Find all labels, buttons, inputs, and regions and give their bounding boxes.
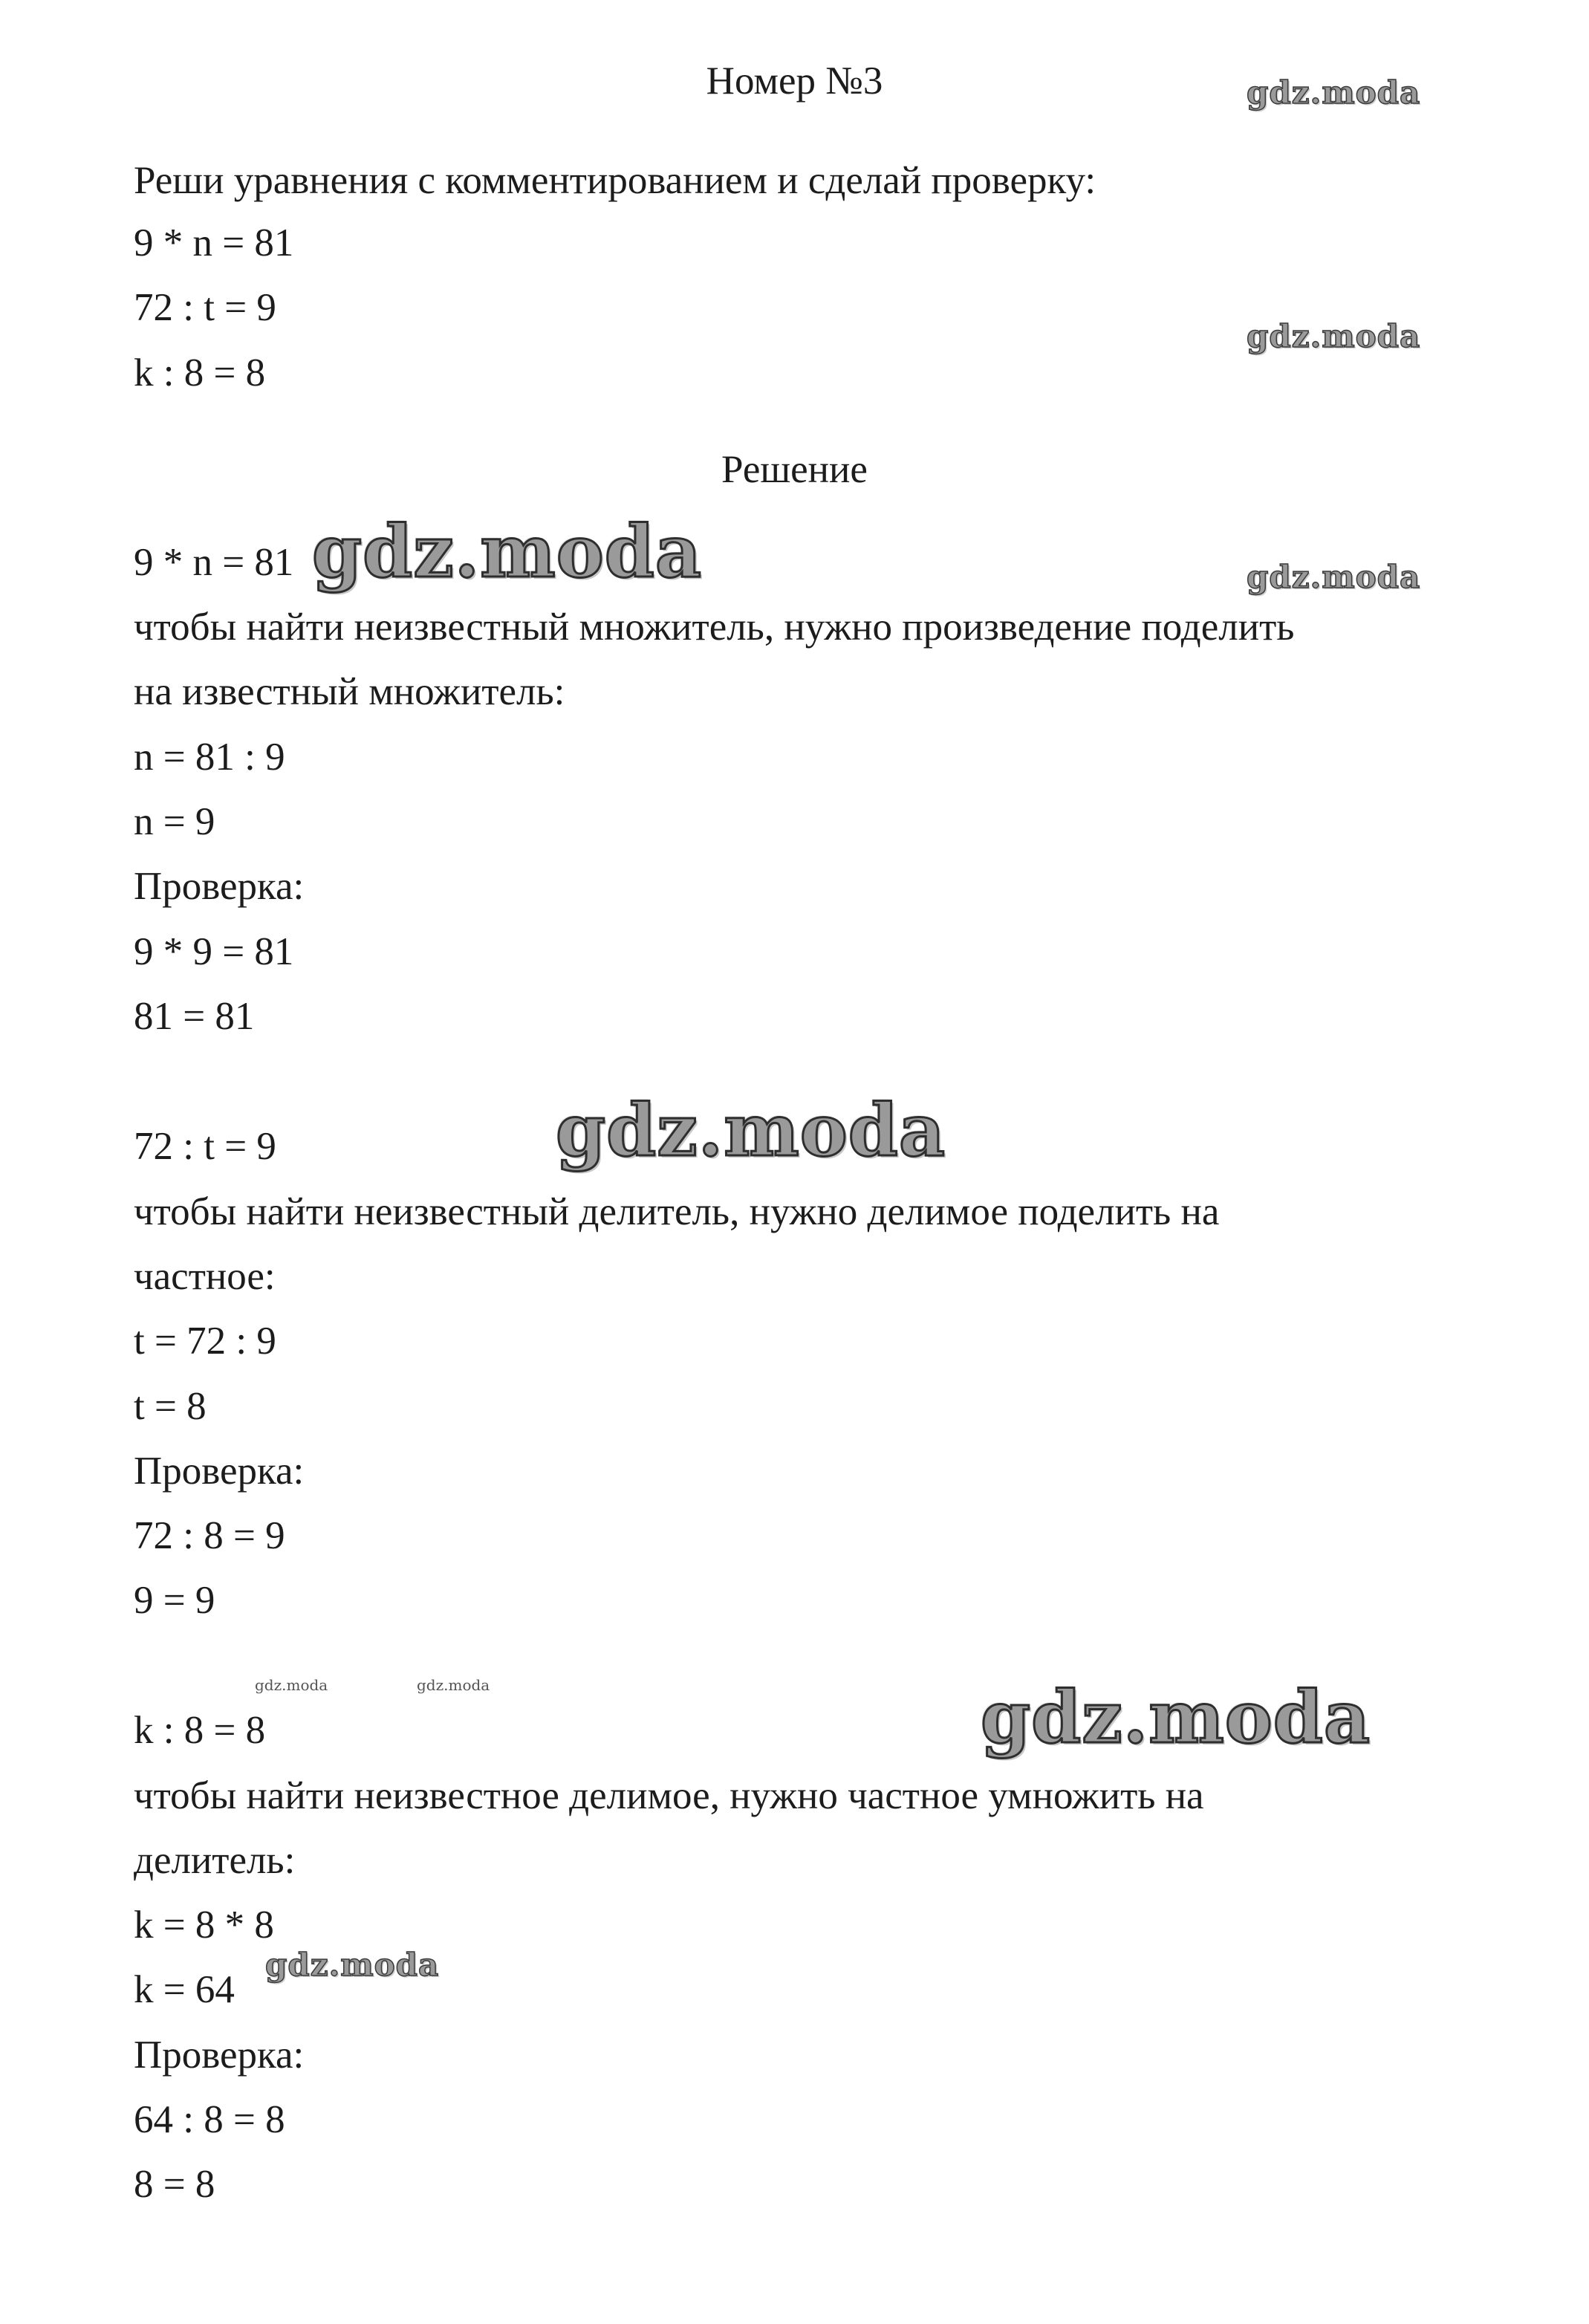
check-step: 9 * 9 = 81	[134, 930, 294, 973]
solution-step: k = 8 * 8	[134, 1903, 274, 1947]
solution-step: n = 81 : 9	[134, 736, 285, 779]
rule-text: делитель:	[134, 1839, 296, 1882]
watermark-logo: gdz.moda	[556, 1088, 946, 1172]
task-prompt: Реши уравнения с комментированием и сделай проверку:	[134, 159, 1096, 202]
solution-heading: Решение	[721, 448, 868, 491]
check-label: Проверка:	[134, 2034, 305, 2077]
check-step: 9 = 9	[134, 1579, 215, 1622]
task-equation: 72 : t = 9	[134, 286, 276, 329]
rule-text: на известный множитель:	[134, 670, 565, 713]
check-step: 8 = 8	[134, 2163, 215, 2206]
watermark-logo: gdz.moda	[1247, 74, 1421, 111]
solution-equation: 72 : t = 9	[134, 1125, 276, 1168]
solution-equation: k : 8 = 8	[134, 1709, 266, 1752]
watermark-logo: gdz.moda	[312, 510, 703, 594]
solution-step: t = 72 : 9	[134, 1320, 276, 1363]
solution-step: n = 9	[134, 800, 215, 843]
page-title: Номер №3	[706, 59, 883, 103]
check-step: 72 : 8 = 9	[134, 1514, 285, 1557]
task-equation: k : 8 = 8	[134, 351, 266, 395]
watermark-logo: gdz.moda	[417, 1676, 490, 1694]
check-label: Проверка:	[134, 1450, 305, 1493]
rule-text: частное:	[134, 1255, 276, 1298]
check-step: 81 = 81	[134, 995, 255, 1038]
watermark-logo: gdz.moda	[265, 1947, 440, 1983]
watermark-logo: gdz.moda	[1247, 559, 1421, 595]
task-equation: 9 * n = 81	[134, 221, 294, 264]
solution-step: k = 64	[134, 1968, 235, 2011]
rule-text: чтобы найти неизвестный делитель, нужно делимое поделить на	[134, 1190, 1220, 1233]
solution-step: t = 8	[134, 1385, 207, 1428]
watermark-logo: gdz.moda	[1247, 318, 1421, 354]
check-step: 64 : 8 = 8	[134, 2098, 285, 2141]
rule-text: чтобы найти неизвестное делимое, нужно частное умножить на	[134, 1774, 1204, 1817]
solution-equation: 9 * n = 81	[134, 541, 294, 584]
check-label: Проверка:	[134, 865, 305, 908]
watermark-logo: gdz.moda	[981, 1675, 1371, 1759]
watermark-logo: gdz.moda	[255, 1676, 328, 1694]
rule-text: чтобы найти неизвестный множитель, нужно произведение поделить	[134, 606, 1295, 649]
